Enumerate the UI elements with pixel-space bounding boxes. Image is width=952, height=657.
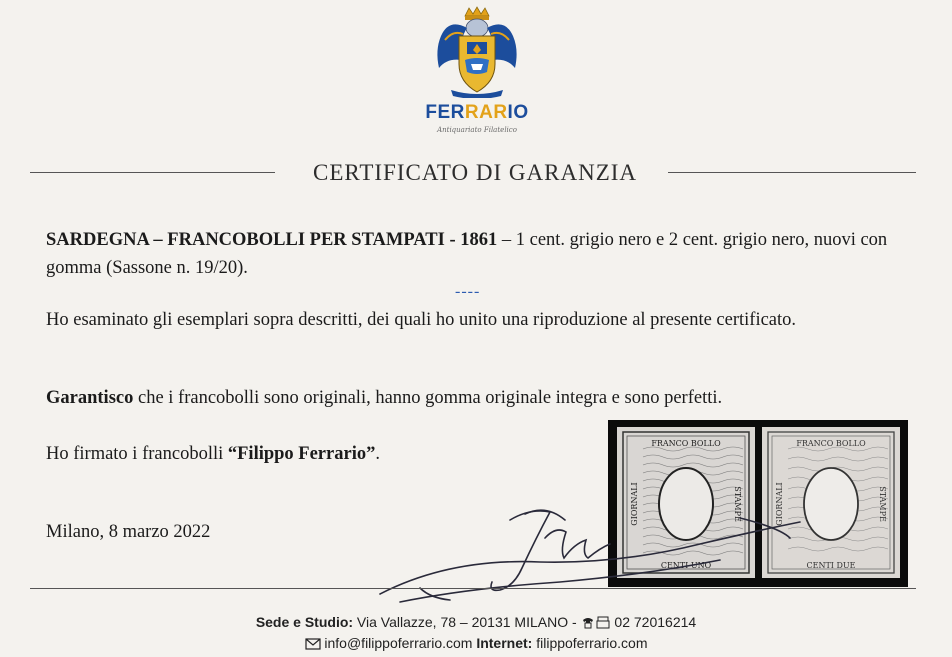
footer-rule [30,588,916,589]
ferrario-logo [425,6,529,136]
envelope-icon [305,637,321,653]
signed-statement: Ho firmato i francobolli “Filippo Ferrario”. [46,444,380,464]
footer-contact-line [0,635,952,653]
stamp-2-top-text: FRANCO BOLLO [796,439,866,448]
stamp-1-bottom-text: CENTI UNO [660,561,712,570]
stamp-2-left-text: GIORNALI [775,482,784,526]
coat-of-arms-icon [431,6,523,98]
examination-statement: Ho esaminato gli esemplari sopra descritti, dei quali ho unito una riproduzione al presente certificato. [46,310,797,330]
internet-label: Internet: [472,635,533,651]
studio-address: Via Vallazze, 78 – 20131 MILANO - [353,614,581,630]
place-and-date: Milano, 8 marzo 2022 [46,522,211,542]
description-heading: SARDEGNA – FRANCOBOLLI PER STAMPATI - 1861 [46,230,498,250]
title-rule-left [30,172,275,173]
website-link[interactable]: filippoferrario.com [532,635,648,651]
stamp-1-right-text: STAMPE [733,486,742,522]
brand-name: FERRARIO [425,102,529,123]
title-rule-right [668,172,916,173]
phone-fax-icon [581,615,611,632]
stamp-1-left-text: GIORNALI [630,482,639,526]
footer-address-line [0,614,952,632]
stamp-1-top-text: FRANCO BOLLO [651,439,721,448]
description-detail: – 1 cent. grigio nero e 2 cent. grigio nero, nuovi con gomma (Sassone n. 19/20). [46,230,888,278]
stamp-description [46,226,916,282]
guarantee-keyword: Garantisco [46,388,134,408]
signer-name: “Filippo Ferrario” [227,444,376,464]
stamp-2-bottom-text: CENTI DUE [806,561,856,570]
email-link[interactable]: info@filippoferrario.com [324,635,473,651]
title-row [30,158,916,188]
guarantee-statement: Garantisco che i francobolli sono originali, hanno gomma originale integra e sono perfetti. [46,388,723,408]
studio-label: Sede e Studio: [255,614,354,630]
separator-dashes: ---- [455,283,481,300]
brand-subtitle: Antiquariato Filatelico [437,126,517,134]
phone-number: 02 72016214 [610,614,697,630]
stamp-2-right-text: STAMPE [878,486,887,522]
handwritten-signature [360,498,820,613]
certificate-title: CERTIFICATO DI GARANZIA [312,160,638,185]
